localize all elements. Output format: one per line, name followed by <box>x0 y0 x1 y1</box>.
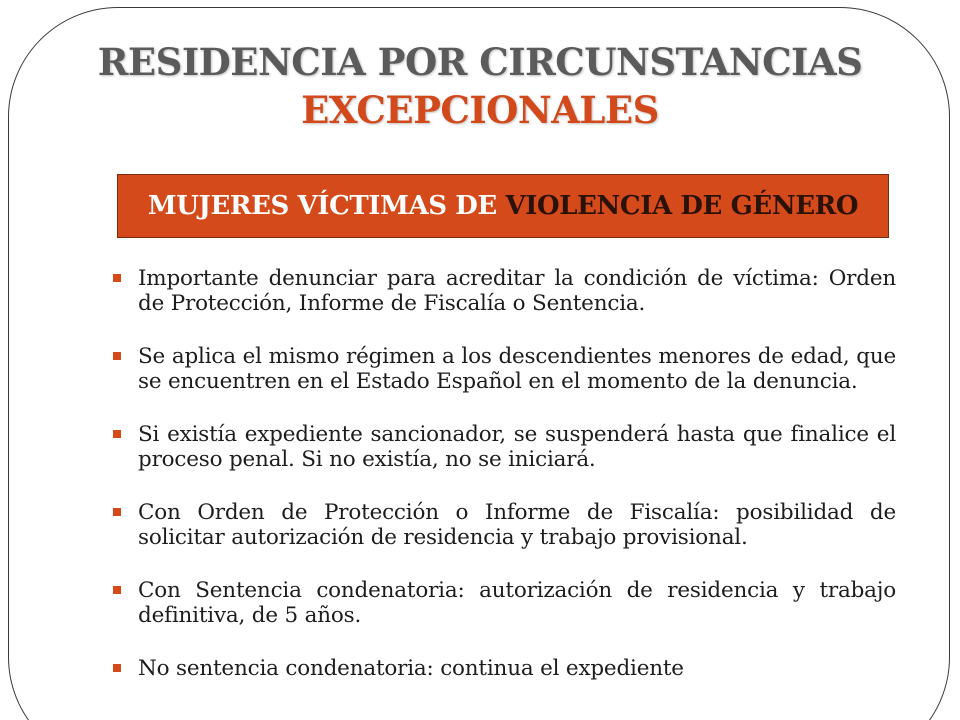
title-line-1: RESIDENCIA POR CIRCUNSTANCIAS <box>97 40 863 84</box>
slide-title <box>0 38 960 134</box>
square-bullet-icon <box>113 430 121 438</box>
section-banner <box>117 174 889 238</box>
bullet-text: Con Sentencia condenatoria: autorización de residencia y trabajo definitiva, de 5 años. <box>138 578 896 628</box>
square-bullet-icon <box>113 274 121 282</box>
bullet-item <box>138 266 896 316</box>
bullet-item <box>138 500 896 550</box>
banner-text-white: MUJERES VÍCTIMAS DE <box>147 191 506 221</box>
bullet-item <box>138 422 896 472</box>
bullet-item <box>138 344 896 394</box>
bullet-text: Se aplica el mismo régimen a los descendientes menores de edad, que se encuentren en el Estado Español en el momento de la denuncia. <box>138 344 896 394</box>
bullet-list <box>0 266 960 709</box>
square-bullet-icon <box>113 664 121 672</box>
title-line-2: EXCEPCIONALES <box>301 88 659 132</box>
bullet-text: Si existía expediente sancionador, se suspenderá hasta que finalice el proceso penal. Si no existía, no se iniciará. <box>138 422 896 472</box>
bullet-text: Importante denunciar para acreditar la condición de víctima: Orden de Protección, Informe de Fiscalía o Sentencia. <box>138 266 896 316</box>
square-bullet-icon <box>113 508 121 516</box>
banner-text-dark: VIOLENCIA DE GÉNERO <box>505 191 859 221</box>
bullet-item <box>138 578 896 628</box>
square-bullet-icon <box>113 586 121 594</box>
bullet-text: Con Orden de Protección o Informe de Fiscalía: posibilidad de solicitar autorización de residencia y trabajo provisional. <box>138 500 896 550</box>
bullet-text: No sentencia condenatoria: continua el expediente <box>138 656 684 681</box>
bullet-item <box>138 656 896 681</box>
square-bullet-icon <box>113 352 121 360</box>
